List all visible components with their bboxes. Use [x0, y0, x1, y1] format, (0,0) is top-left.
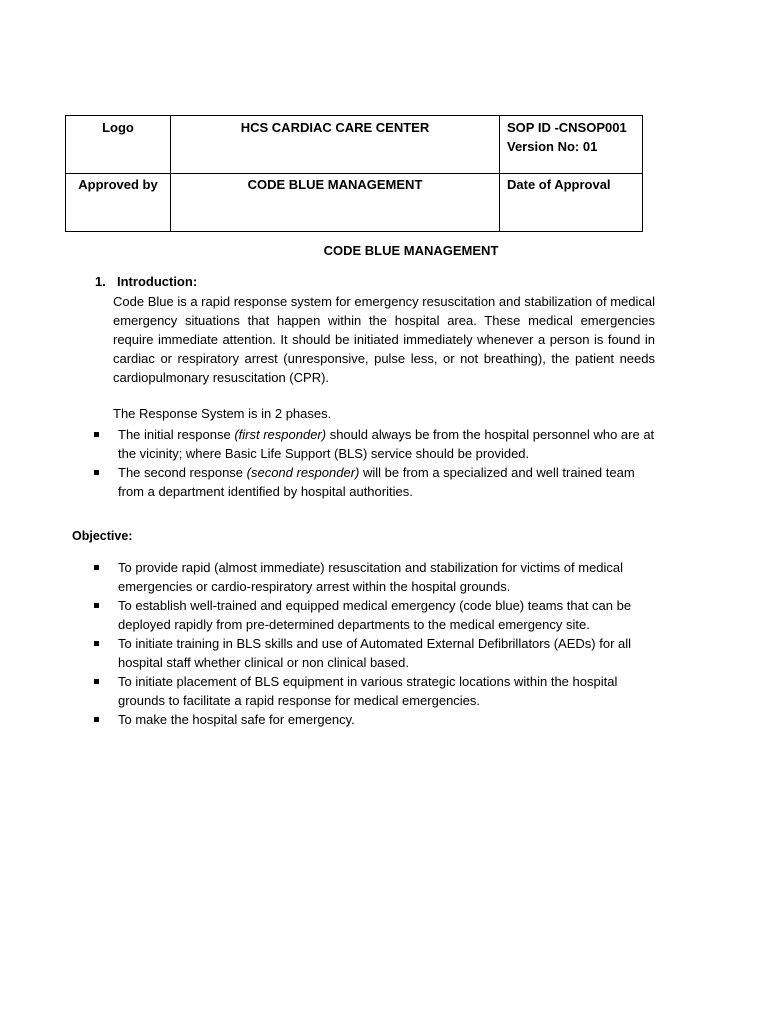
doc-title-cell: CODE BLUE MANAGEMENT	[171, 174, 500, 232]
list-item	[94, 710, 664, 729]
response-text-after: will be from a specialized and well trained team from a department identified by hospital authorities.	[118, 465, 635, 499]
objective-text: To provide rapid (almost immediate) resuscitation and stabilization for victims of medical emergencies or cardio-respiratory arrest within the hospital grounds.	[118, 560, 624, 594]
list-item	[94, 425, 664, 463]
header-table	[65, 115, 643, 232]
bullet-icon	[94, 641, 99, 646]
date-of-approval-cell: Date of Approval	[500, 174, 643, 232]
response-text-before: The second response	[118, 465, 247, 480]
list-item	[94, 634, 664, 672]
response-italic: (second responder)	[246, 465, 360, 480]
bullet-icon	[94, 679, 99, 684]
introduction-paragraph: Code Blue is a rapid response system for emergency resuscitation and stabilization of medical emergency situations that happen within the hospital area. These medical emergencies require immediate attention. It should be initiated immediately whenever a person is found in cardiac or respiratory arrest (unresponsive, pulse less, or not breathing), the patient needs cardiopulmonary resuscitation (CPR).	[113, 294, 655, 385]
sop-cell	[500, 116, 643, 174]
header-row	[66, 174, 643, 232]
bullet-icon	[94, 603, 99, 608]
center-name-cell: HCS CARDIAC CARE CENTER	[171, 116, 500, 174]
objective-text: To initiate training in BLS skills and use of Automated External Defibrillators (AEDs) for all hospital staff whether clinical or non clinical based.	[118, 636, 632, 670]
section-title-text: Introduction:	[117, 274, 198, 289]
section-number: 1.	[95, 274, 106, 289]
list-item	[94, 463, 664, 501]
response-list	[94, 425, 664, 501]
logo-cell: Logo	[66, 116, 171, 174]
response-system-line: The Response System is in 2 phases.	[113, 406, 332, 421]
objective-text: To initiate placement of BLS equipment in various strategic locations within the hospital grounds to facilitate a rapid response for medical emergencies.	[118, 674, 618, 708]
response-text-after: should always be from the hospital personnel who are at the vicinity; where Basic Life Support (BLS) service should be provided.	[118, 427, 655, 461]
sop-id: SOP ID -CNSOP001	[507, 120, 627, 135]
objective-text: To establish well-trained and equipped medical emergency (code blue) teams that can be deployed rapidly from pre-determined departments to the medical emergency site.	[118, 598, 632, 632]
header-row	[66, 116, 643, 174]
version-number: Version No: 01	[507, 139, 598, 154]
introduction-title	[95, 274, 197, 289]
page-title: CODE BLUE MANAGEMENT	[323, 243, 499, 258]
bullet-icon	[94, 470, 99, 475]
bullet-icon	[94, 565, 99, 570]
list-item	[94, 558, 664, 596]
response-italic: (first responder)	[234, 427, 327, 442]
list-item	[94, 596, 664, 634]
bullet-icon	[94, 717, 99, 722]
response-text-before: The initial response	[118, 427, 235, 442]
objective-list	[94, 558, 664, 729]
bullet-icon	[94, 432, 99, 437]
objective-text: To make the hospital safe for emergency.	[118, 712, 355, 727]
objective-title: Objective:	[72, 529, 133, 543]
list-item	[94, 672, 664, 710]
approved-by-cell: Approved by	[66, 174, 171, 232]
